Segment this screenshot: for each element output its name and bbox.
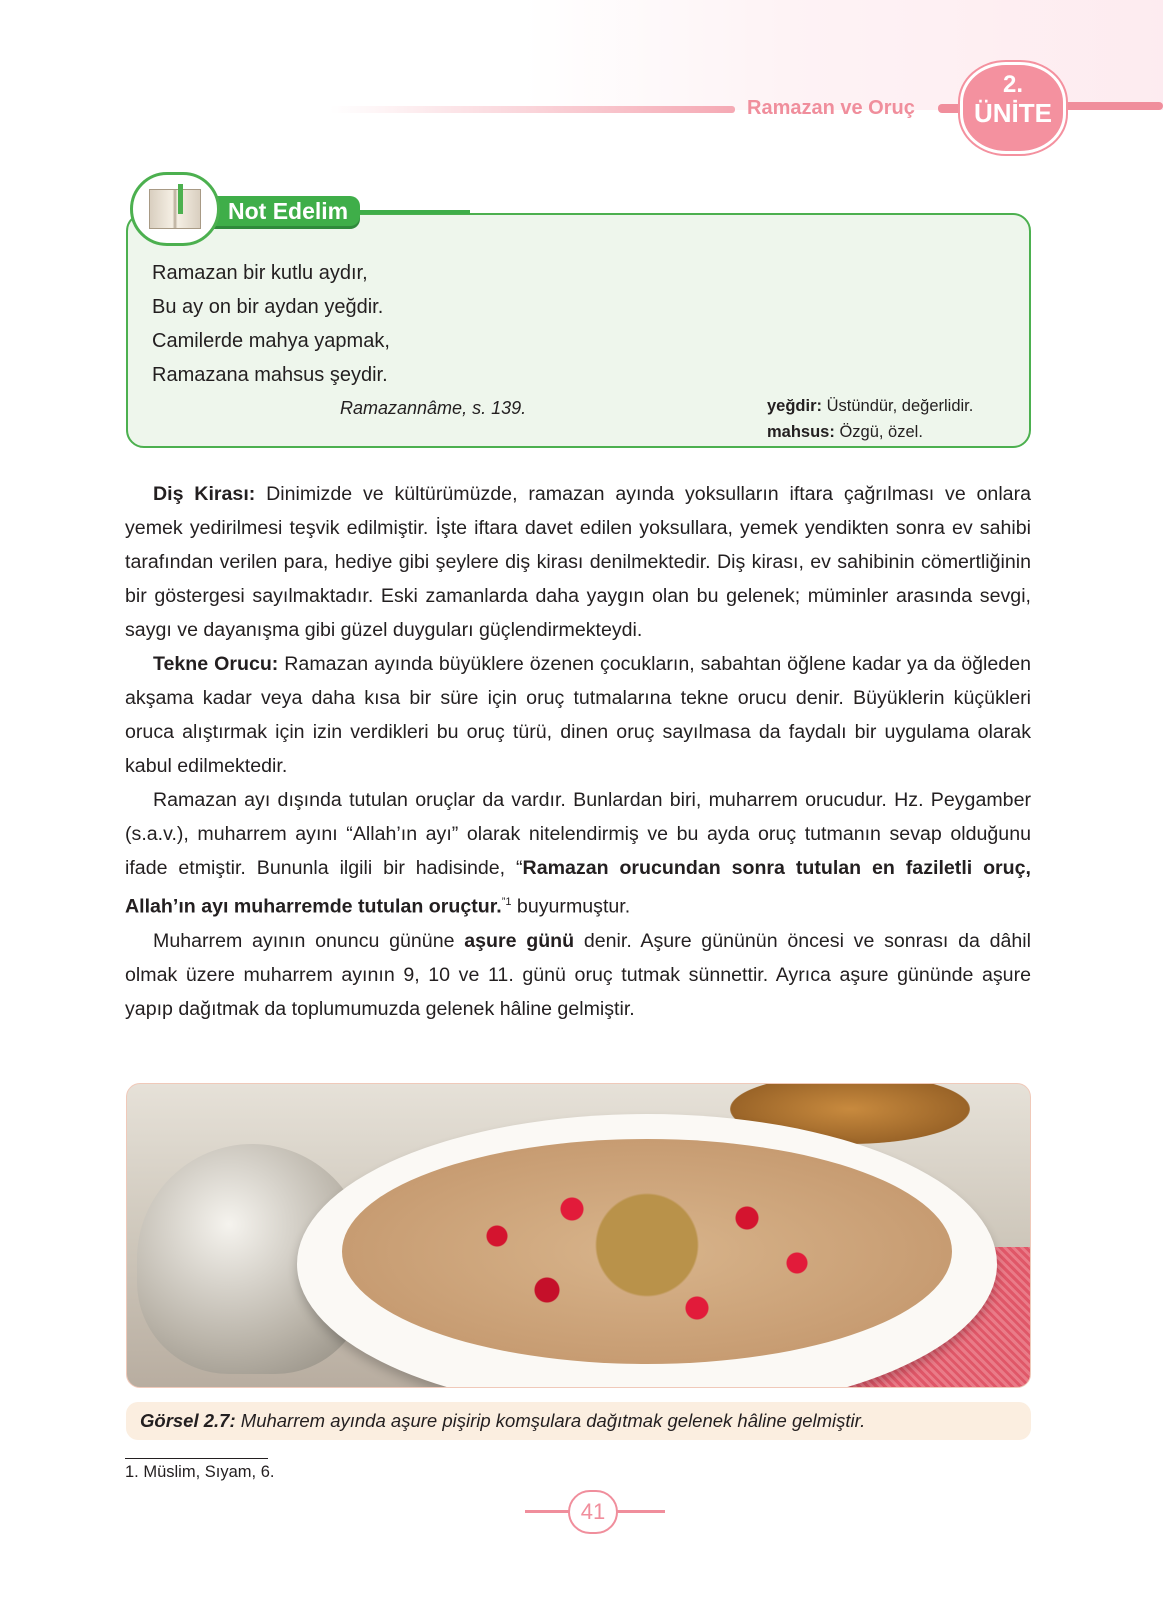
note-tab-line [360,210,470,214]
text: denir. Aşure gününün öncesi ve sonrası da dâhil olmak üzere muharrem ayının 9, 10 ve 11. günü oruç tutmak sünnettir. Ayrıca aşure gününde aşure yapıp dağıtmak da toplumumuzda gelenek hâline gelmiştir. [125,929,1031,1020]
page-number: 41 [568,1490,618,1534]
poem-source: Ramazannâme, s. 139. [340,398,527,418]
figure-caption [126,1402,1031,1440]
pomegranate-topping [397,1164,897,1344]
text: Ramazan ayında büyüklere özenen çocukların, sabahtan öğlene kadar ya da öğleden akşama kadar veya daha kısa bir süre için oruç tutmalarına tekne orucu denir. Büyüklerin küçükleri oruca alıştırmak için izin verdikleri bu oruç türü, dinen oruç sayılmasa da faydalı bir uygulama olarak kabul edilmektedir. [125,653,1031,777]
text: buyurmuştur. [511,895,631,918]
poem-line: Ramazana mahsus şeydir. [152,364,388,386]
footnote-divider [125,1458,268,1459]
paragraph [125,477,1031,647]
book-quill-icon [130,172,220,246]
poem-line: Ramazan bir kutlu aydır, [152,262,368,284]
book-icon [149,189,201,229]
unit-label: ÜNİTE [974,98,1052,128]
unit-badge [960,62,1066,154]
glossary-term: yeğdir: [767,397,823,415]
figure-label: Görsel 2.7: [140,1410,236,1431]
hadith-quote: Ramazan orucundan sonra tutulan en faziletli oruç, Allah’ın ayı muharremde tutulan oruçtur. [125,857,1031,918]
glossary [767,393,973,445]
caption-text: Muharrem ayında aşure pişirip komşulara dağıtmak gelenek hâline gelmiştir. [235,1410,866,1431]
paragraph [125,924,1031,1026]
glossary-def: Özgü, özel. [834,423,923,441]
footnote-ref[interactable]: ”1 [501,896,512,908]
term: Tekne Orucu: [153,653,279,675]
footnote: 1. Müslim, Sıyam, 6. [125,1463,275,1481]
text: Ramazan ayı dışında tutulan oruçlar da vardır. Bunlardan biri, muharrem orucudur. Hz. Peygamber (s.a.v.), muharrem ayını “Allah’ın ayı” olarak nitelendirmiş ve bu ayda oruç tutmanın sevap olduğunu ifade etmiştir. Bununla ilgili bir hadisinde, “ [125,789,1031,879]
poem-line: Bu ay on bir aydan yeğdir. [152,296,384,318]
glossary-def: Üstündür, değerlidir. [822,397,974,415]
body-text [125,477,1031,1026]
poem-line: Camilerde mahya yapmak, [152,330,390,352]
glossary-item [767,393,973,419]
term: aşure günü [464,929,575,952]
glossary-item [767,419,973,445]
header-right-line [1060,102,1163,110]
note-title: Not Edelim [210,196,360,226]
term: Diş Kirası: [153,483,256,505]
paragraph [125,647,1031,783]
text: Dinimizde ve kültürümüzde, ramazan ayında yoksulların iftara çağrılması ve onlara yemek yedirilmesi teşvik edilmiştir. İşte iftara davet edilen yoksullara, yemek yendikten sonra ev sahibi tarafından verilen para, hediye gibi şeylere diş kirası denilmektedir. Diş kirası, ev sahibinin cömertliğinin bir göstergesi sayılmaktadır. Eski zamanlarda daha yaygın olan bu gelenek; müminler arasında sevgi, saygı ve dayanışma gibi güzel duyguları güçlendirmekteydi. [125,483,1031,641]
asure-photo [126,1083,1031,1388]
poem [152,256,390,392]
unit-title: Ramazan ve Oruç [747,97,915,119]
header-pattern [523,0,1163,110]
paragraph [125,783,1031,924]
unit-number: 2. [1002,71,1023,98]
glossary-term: mahsus: [767,423,835,441]
header-line [330,106,735,113]
text: Muharrem ayının onuncu gününe [153,929,465,952]
